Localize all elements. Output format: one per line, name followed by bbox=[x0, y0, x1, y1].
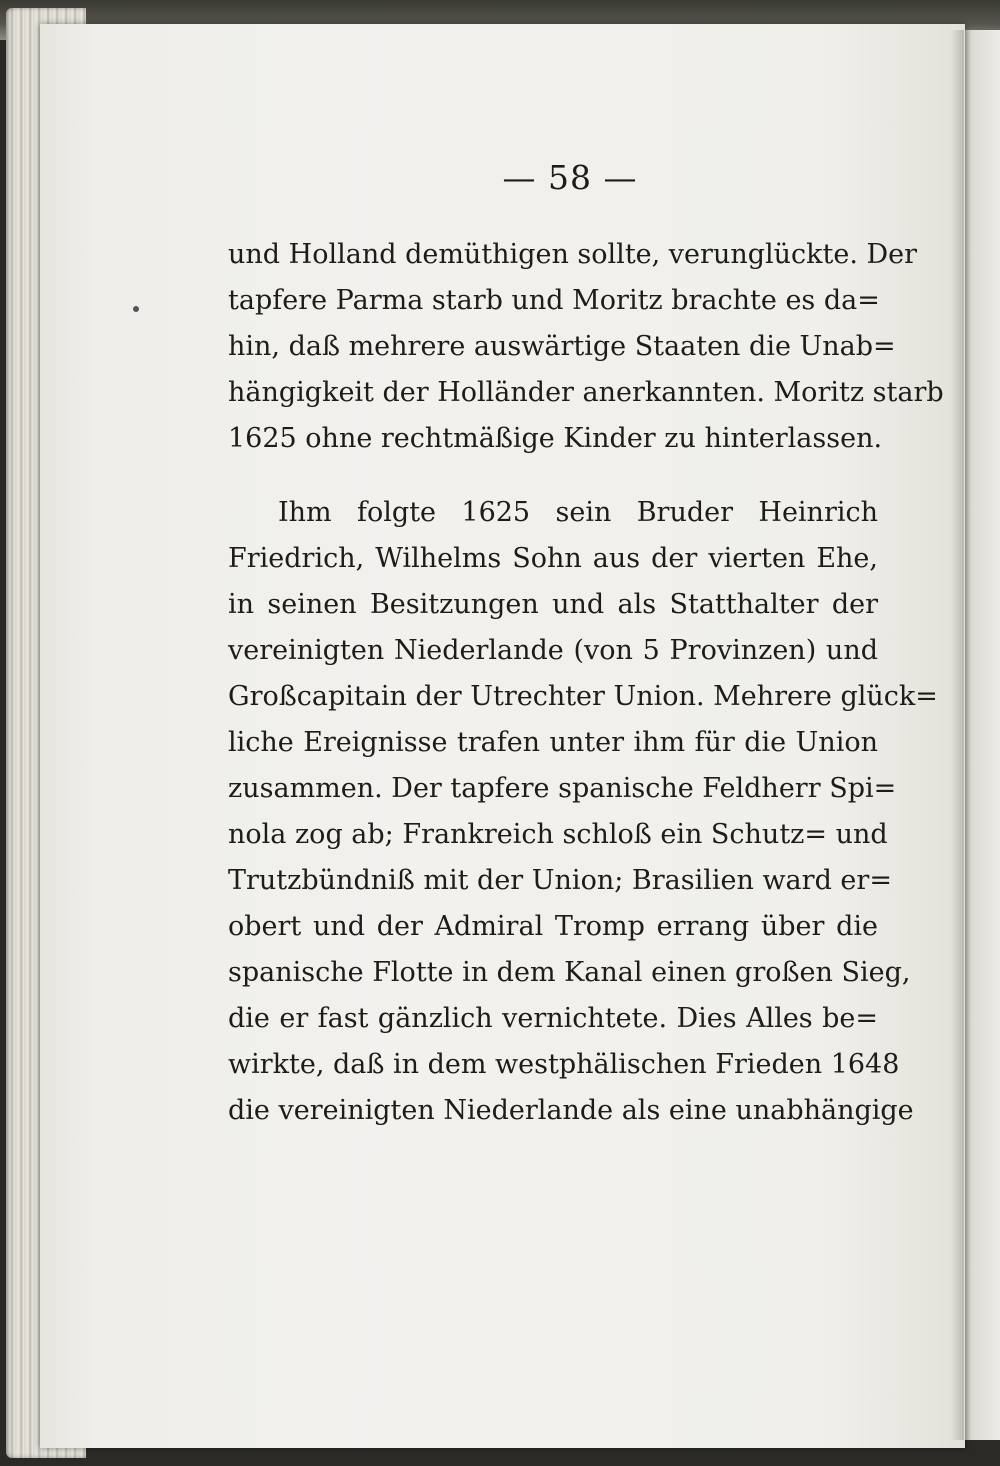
text-line: in seinen Besitzungen und als Statthalter der bbox=[228, 589, 878, 620]
text-line: Ihm folgte 1625 sein Bruder Heinrich bbox=[278, 497, 878, 528]
text-line: Großcapitain der Utrechter Union. Mehrere glück= bbox=[228, 681, 938, 712]
page-number: — 58 — bbox=[502, 158, 638, 197]
facing-page-edge bbox=[962, 30, 1000, 1440]
ink-speck bbox=[133, 306, 139, 312]
text-line: vereinigten Niederlande (von 5 Provinzen) und bbox=[228, 635, 878, 666]
body-text bbox=[228, 232, 944, 1134]
text-line: Trutzbündniß mit der Union; Brasilien ward er= bbox=[228, 865, 892, 896]
text-line: obert und der Admiral Tromp errang über die bbox=[228, 911, 878, 942]
text-line: 1625 ohne rechtmäßige Kinder zu hinterlassen. bbox=[228, 423, 883, 454]
text-line: spanische Flotte in dem Kanal einen großen Sieg, bbox=[228, 957, 911, 988]
paragraph bbox=[228, 232, 944, 462]
text-line: tapfere Parma starb und Moritz brachte es da= bbox=[228, 285, 880, 316]
text-line: hängigkeit der Holländer anerkannten. Moritz starb bbox=[228, 377, 944, 408]
text-line: nola zog ab; Frankreich schloß ein Schutz= und bbox=[228, 819, 888, 850]
paragraph bbox=[228, 490, 938, 1134]
text-line: hin, daß mehrere auswärtige Staaten die Unab= bbox=[228, 331, 896, 362]
text-line: liche Ereignisse trafen unter ihm für die Union bbox=[228, 727, 878, 758]
text-line: die er fast gänzlich vernichtete. Dies Alles be= bbox=[228, 1003, 878, 1034]
paragraph-gap bbox=[228, 462, 878, 490]
text-line: und Holland demüthigen sollte, verunglückte. Der bbox=[228, 239, 918, 270]
text-line: Friedrich, Wilhelms Sohn aus der vierten Ehe, bbox=[228, 543, 878, 574]
gutter-shadow bbox=[950, 30, 964, 1440]
text-line: wirkte, daß in dem westphälischen Frieden 1648 bbox=[228, 1049, 900, 1080]
text-line: die vereinigten Niederlande als eine unabhängige bbox=[228, 1095, 914, 1126]
text-line: zusammen. Der tapfere spanische Feldherr Spi= bbox=[228, 773, 897, 804]
